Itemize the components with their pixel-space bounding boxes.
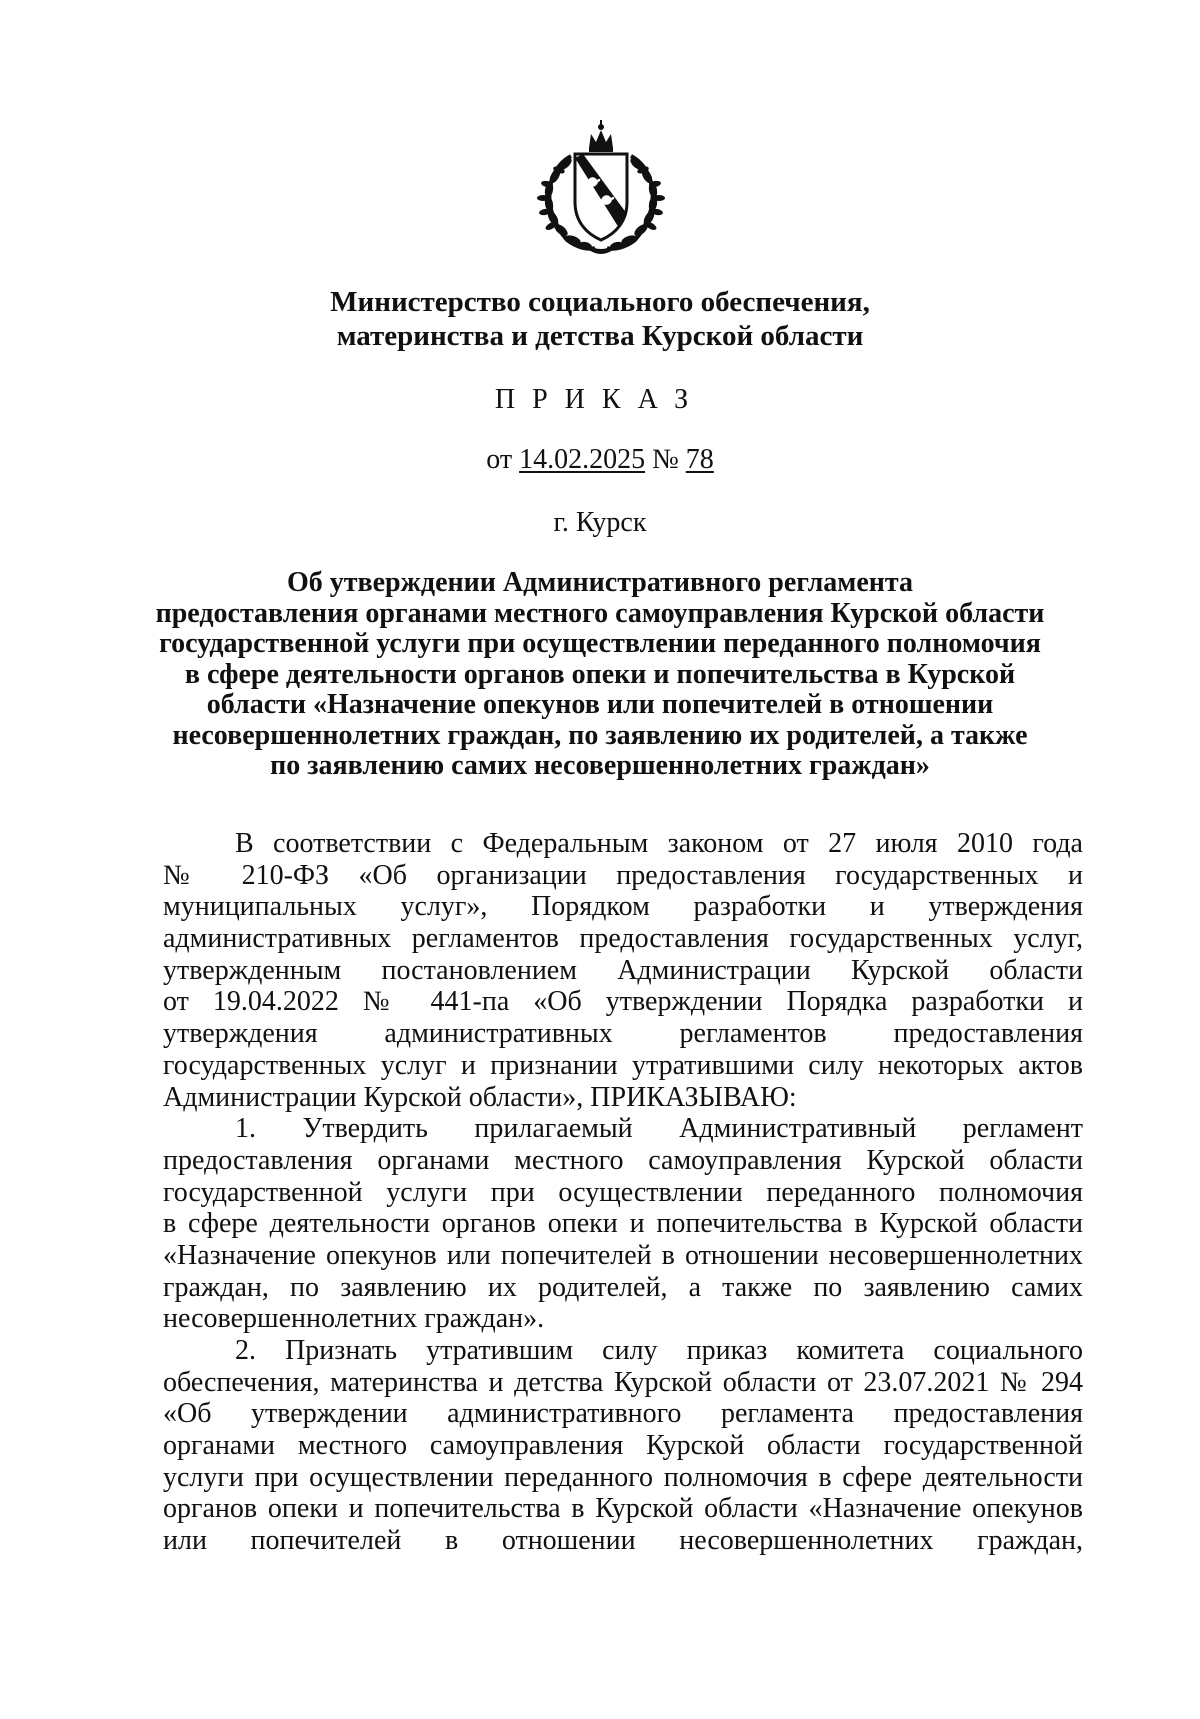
body-line: В соответствии с Федеральным законом от 27 июля 2010 года	[235, 828, 1083, 859]
body-line: от 19.04.2022 № 441-па «Об утверждении Порядка разработки и	[163, 986, 1083, 1018]
body-line: «Об утверждении административного регламента предоставления	[163, 1398, 1083, 1430]
issue-city: г. Курск	[553, 507, 647, 538]
body-line: несовершеннолетних граждан».	[163, 1303, 545, 1335]
body-line: утверждения административных регламентов предоставления	[163, 1018, 1083, 1050]
ministry-name-line-1: Министерство социального обеспечения,	[330, 286, 870, 318]
document-type: ПРИКАЗ	[494, 384, 706, 415]
body-line: услуги при осуществлении переданного полномочия в сфере деятельности	[163, 1461, 1083, 1493]
body-line: государственных услуг и признании утратившими силу некоторых актов	[163, 1049, 1083, 1081]
body-line: «Назначение опекунов или попечителей в отношении несовершеннолетних	[163, 1239, 1083, 1271]
body-line: или попечителей в отношении несовершеннолетних граждан,	[163, 1525, 1083, 1557]
body-line: обеспечения, материнства и детства Курской области от 23.07.2021 № 294	[163, 1366, 1083, 1398]
order-title	[140, 568, 1060, 782]
body-line: государственной услуги при осуществлении переданного полномочия	[163, 1176, 1083, 1208]
body-line: 2. Признать утратившим силу приказ комитета социального	[235, 1335, 1083, 1366]
body-line: № 210-ФЗ «Об организации предоставления государственных и	[163, 859, 1083, 891]
order-date: 14.02.2025	[519, 444, 646, 475]
body-line: 1. Утвердить прилагаемый Административный регламент	[235, 1113, 1083, 1145]
order-date-number	[0, 443, 1200, 477]
title-line: предоставления органами местного самоуправления Курской области	[155, 597, 1045, 629]
kursk-coat-of-arms-icon	[533, 118, 669, 258]
title-line: по заявлению самих несовершеннолетних граждан»	[270, 750, 930, 781]
date-prefix: от	[486, 444, 520, 475]
number-prefix: №	[645, 444, 686, 475]
body-line: в сфере деятельности органов опеки и попечительства в Курской области	[163, 1208, 1083, 1240]
order-body	[163, 828, 1083, 1557]
body-line: утвержденным постановлением Администрации Курской области	[163, 954, 1083, 986]
body-line: органов опеки и попечительства в Курской области «Назначение опекунов	[163, 1493, 1083, 1525]
title-line: области «Назначение опекунов или попечителей в отношении	[206, 689, 994, 720]
title-line: несовершеннолетних граждан, по заявлению их родителей, а также	[172, 719, 1028, 751]
body-line: предоставления органами местного самоуправления Курской области	[163, 1144, 1083, 1176]
body-line: граждан, по заявлению их родителей, а также по заявлению самих	[163, 1271, 1083, 1303]
body-line: Администрации Курской области», ПРИКАЗЫВАЮ:	[163, 1081, 797, 1113]
title-line: государственной услуги при осуществлении переданного полномочия	[159, 628, 1041, 659]
title-line: Об утверждении Административного регламента	[286, 567, 914, 598]
title-line: в сфере деятельности органов опеки и попечительства в Курской	[184, 658, 1016, 690]
body-line: административных регламентов предоставления государственных услуг,	[163, 923, 1083, 955]
order-number: 78	[685, 444, 714, 475]
body-line: органами местного самоуправления Курской области государственной	[163, 1430, 1083, 1462]
ministry-name-line-2: материнства и детства Курской области	[336, 320, 864, 352]
body-line: муниципальных услуг», Порядком разработки и утверждения	[163, 891, 1083, 923]
